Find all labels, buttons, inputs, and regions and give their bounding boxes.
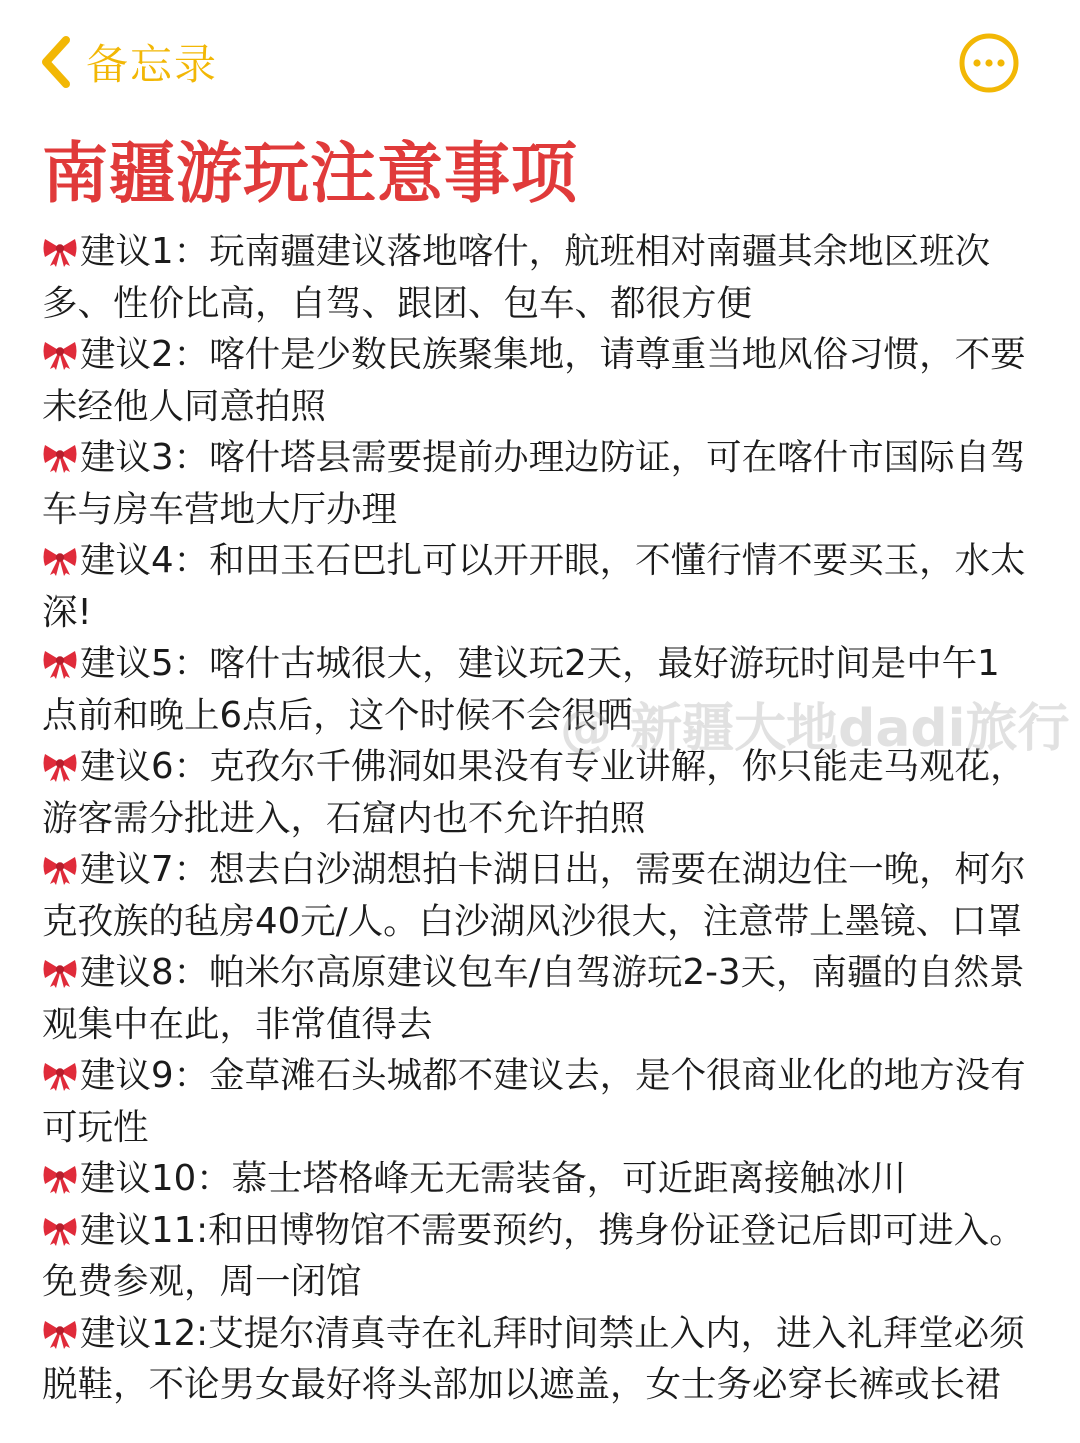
- tip-item: [42, 1205, 1027, 1308]
- bow-ribbon-icon: [42, 745, 78, 777]
- bow-ribbon-icon: [42, 1312, 78, 1344]
- tip-item: [42, 638, 1027, 741]
- bow-ribbon-icon: [42, 436, 78, 468]
- more-options-button[interactable]: [958, 32, 1020, 94]
- more-options-icon: [958, 79, 1020, 98]
- tip-text: 建议1：玩南疆建议落地喀什，航班相对南疆其余地区班次多、性价比高，自驾、跟团、包车、都很方便: [42, 231, 991, 324]
- tip-item: [42, 226, 1027, 329]
- bow-ribbon-icon: [42, 230, 78, 262]
- bow-ribbon-icon: [42, 1157, 78, 1189]
- tip-text: 建议5：喀什古城很大，建议玩2天，最好游玩时间是中午1点前和晚上6点后，这个时候不会很晒: [42, 643, 1000, 736]
- tip-text: 建议6：克孜尔千佛洞如果没有专业讲解，你只能走马观花，游客需分批进入，石窟内也不允许拍照: [42, 746, 1026, 839]
- chevron-left-icon: [38, 34, 72, 90]
- bow-ribbon-icon: [42, 539, 78, 571]
- tip-text: 建议4：和田玉石巴扎可以开开眼，不懂行情不要买玉，水太深!: [42, 540, 1026, 633]
- bow-ribbon-icon: [42, 642, 78, 674]
- tip-text: 建议11:和田博物馆不需要预约，携身份证登记后即可进入。免费参观，周一闭馆: [42, 1209, 1025, 1302]
- bow-ribbon-icon: [42, 333, 78, 365]
- tip-item: [42, 1308, 1027, 1411]
- bow-ribbon-icon: [42, 848, 78, 880]
- tip-text: 建议2：喀什是少数民族聚集地，请尊重当地风俗习惯，不要未经他人同意拍照: [42, 334, 1026, 427]
- tip-item: [42, 741, 1027, 844]
- tip-item: [42, 844, 1027, 947]
- tip-item: [42, 1050, 1027, 1153]
- tip-text: 建议9：金草滩石头城都不建议去，是个很商业化的地方没有可玩性: [42, 1055, 1026, 1148]
- back-label: 备忘录: [86, 40, 219, 89]
- bow-ribbon-icon: [42, 951, 78, 983]
- tip-item: [42, 432, 1027, 535]
- tip-text: 建议3：喀什塔县需要提前办理边防证，可在喀什市国际自驾车与房车营地大厅办理: [42, 437, 1026, 530]
- tip-item: [42, 947, 1027, 1050]
- tip-item: [42, 1153, 1027, 1205]
- tip-item: [42, 535, 1027, 638]
- nav-bar: [0, 0, 1080, 128]
- page-title: 南疆游玩注意事项: [42, 135, 578, 212]
- watermark: @ 新疆大地dadi旅行: [560, 699, 1070, 759]
- tip-text: 建议10：慕士塔格峰无无需装备，可近距离接触冰川: [80, 1158, 907, 1199]
- tips-list: [42, 226, 1027, 1411]
- bow-ribbon-icon: [42, 1209, 78, 1241]
- tip-text: 建议7：想去白沙湖想拍卡湖日出，需要在湖边住一晚，柯尔克孜族的毡房40元/人。白沙湖风沙很大，注意带上墨镜、口罩: [42, 849, 1026, 942]
- tip-item: [42, 329, 1027, 432]
- bow-ribbon-icon: [42, 1054, 78, 1086]
- tip-text: 建议12:艾提尔清真寺在礼拜时间禁止入内，进入礼拜堂必须脱鞋，不论男女最好将头部加以遮盖，女士务必穿长裤或长裙: [42, 1312, 1025, 1405]
- tip-text: 建议8：帕米尔高原建议包车/自驾游玩2-3天，南疆的自然景观集中在此，非常值得去: [42, 952, 1025, 1045]
- back-button[interactable]: [38, 30, 218, 94]
